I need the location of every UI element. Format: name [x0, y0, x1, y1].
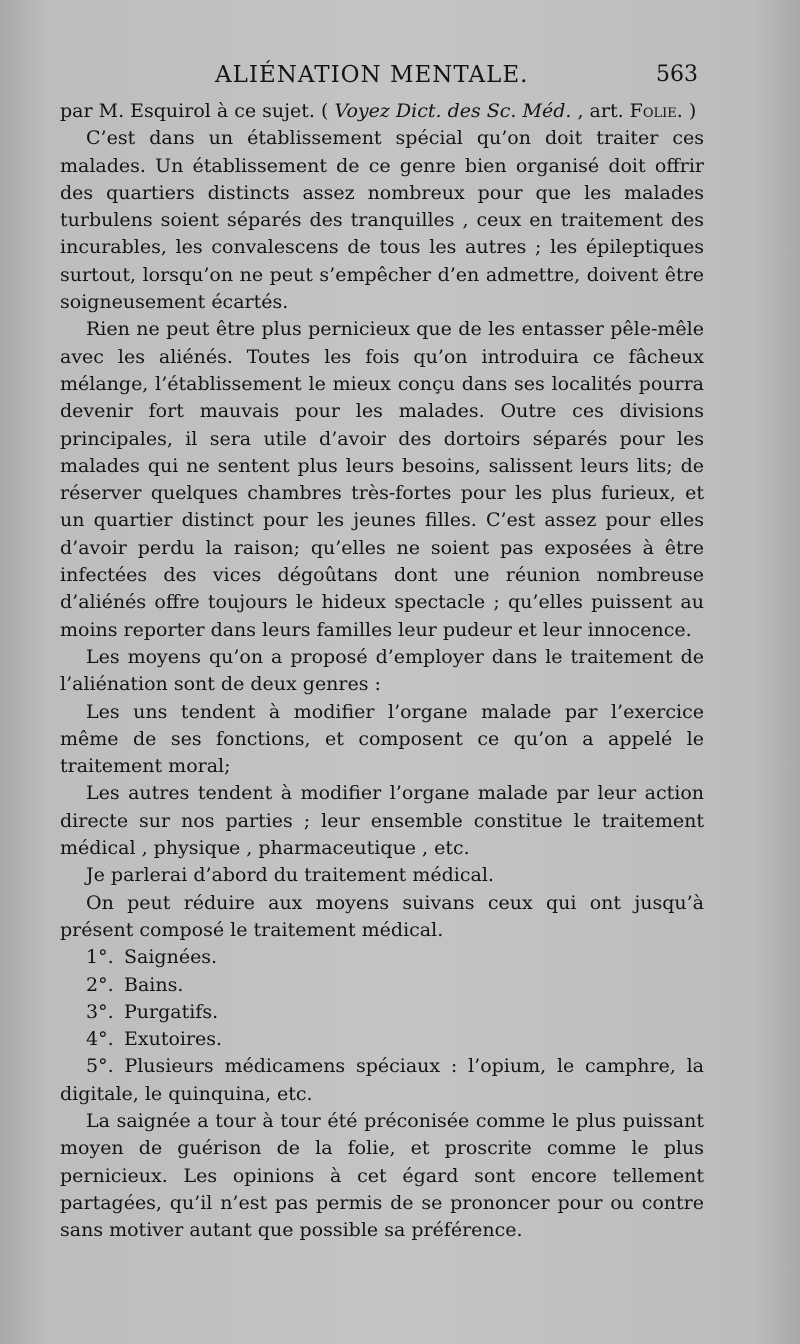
paragraph: Les uns tendent à modifier l’organe malade par l’exercice même de ses fonctions, et composent ce qu’on a appelé le traitement moral;	[60, 700, 704, 778]
paragraph: Les moyens qu’on a proposé d’employer dans le traitement de l’aliénation sont de deux genres :	[60, 645, 704, 696]
list-text: Exutoires.	[124, 1028, 223, 1051]
list-item	[60, 1026, 704, 1053]
list-item	[60, 944, 704, 971]
list-item	[60, 999, 704, 1026]
list-number: 2°.	[86, 973, 114, 996]
list-text: Purgatifs.	[124, 1000, 219, 1023]
body-text	[60, 98, 704, 1244]
list-number: 5°.	[86, 1055, 114, 1078]
list-text: Saignées.	[124, 946, 218, 969]
text-run: . )	[676, 100, 697, 122]
list-item	[60, 972, 704, 999]
citation-small-caps: Folie	[629, 100, 677, 122]
text-run: par M. Esquirol à ce sujet. (	[60, 100, 335, 122]
list-text: Plusieurs médicamens spéciaux : l’opium, le camphre, la digitale, le quinquina, etc.	[60, 1055, 704, 1105]
text-run: , art.	[571, 100, 630, 122]
paragraph: On peut réduire aux moyens suivans ceux qui ont jusqu’à présent composé le traitement médical.	[60, 891, 704, 941]
list-text: Bains.	[124, 973, 184, 996]
list-number: 4°.	[86, 1028, 114, 1051]
paragraph: Je parlerai d’abord du traitement médical.	[86, 864, 494, 887]
paragraph: Les autres tendent à modifier l’organe malade par leur action directe sur nos parties ; leur ensemble constitue le traitement médical , physique , pharmaceutique , etc.	[60, 782, 704, 860]
paragraph: Rien ne peut être plus pernicieux que de les entasser pêle-mêle avec les aliénés. Toutes les fois qu’on introduira ce fâcheux mélange, l’établissement le mieux conçu dans ses localités pourra devenir fort mauvais pour les malades. Outre ces divisions principales, il sera utile d’avoir des dortoirs séparés pour les malades qui ne sentent plus leurs besoins, salissent leurs lits; de réserver quelques chambres très-fortes pour les plus furieux, et un quartier distinct pour les jeunes filles. C’est assez pour elles d’avoir perdu la raison; qu’elles ne soient pas exposées à être infectées des vices dégoûtans dont une réunion nombreuse d’aliénés offre toujours le hideux spectacle ; qu’elles puissent au moins reporter dans leurs familles leur pudeur et leur innocence.	[60, 318, 704, 641]
page-header	[60, 62, 700, 92]
page-number: 563	[656, 62, 698, 87]
list-item	[60, 1053, 704, 1108]
list-number: 3°.	[86, 1000, 114, 1023]
citation-italic: Voyez Dict. des Sc. Méd.	[334, 100, 572, 122]
paragraph: La saignée a tour à tour été préconisée comme le plus puissant moyen de guérison de la folie, et proscrite comme le plus pernicieux. Les opinions à cet égard sont encore tellement partagées, qu’il n’est pas permis de se prononcer pour ou contre sans motiver autant que possible sa préférence.	[60, 1109, 704, 1242]
list-number: 1°.	[86, 946, 114, 969]
running-title: ALIÉNATION MENTALE.	[215, 62, 529, 88]
paragraph: C’est dans un établissement spécial qu’on doit traiter ces malades. Un établissement de ce genre bien organisé doit offrir des quartiers distincts assez nombreux pour que les malades turbulens soient séparés des tranquilles , ceux en traitement des incurables, les convalescens de tous les autres ; les épileptiques surtout, lorsqu’on ne peut s’empêcher d’en admettre, doivent être soigneusement écartés.	[60, 127, 704, 314]
paragraph-continuation	[60, 98, 704, 125]
